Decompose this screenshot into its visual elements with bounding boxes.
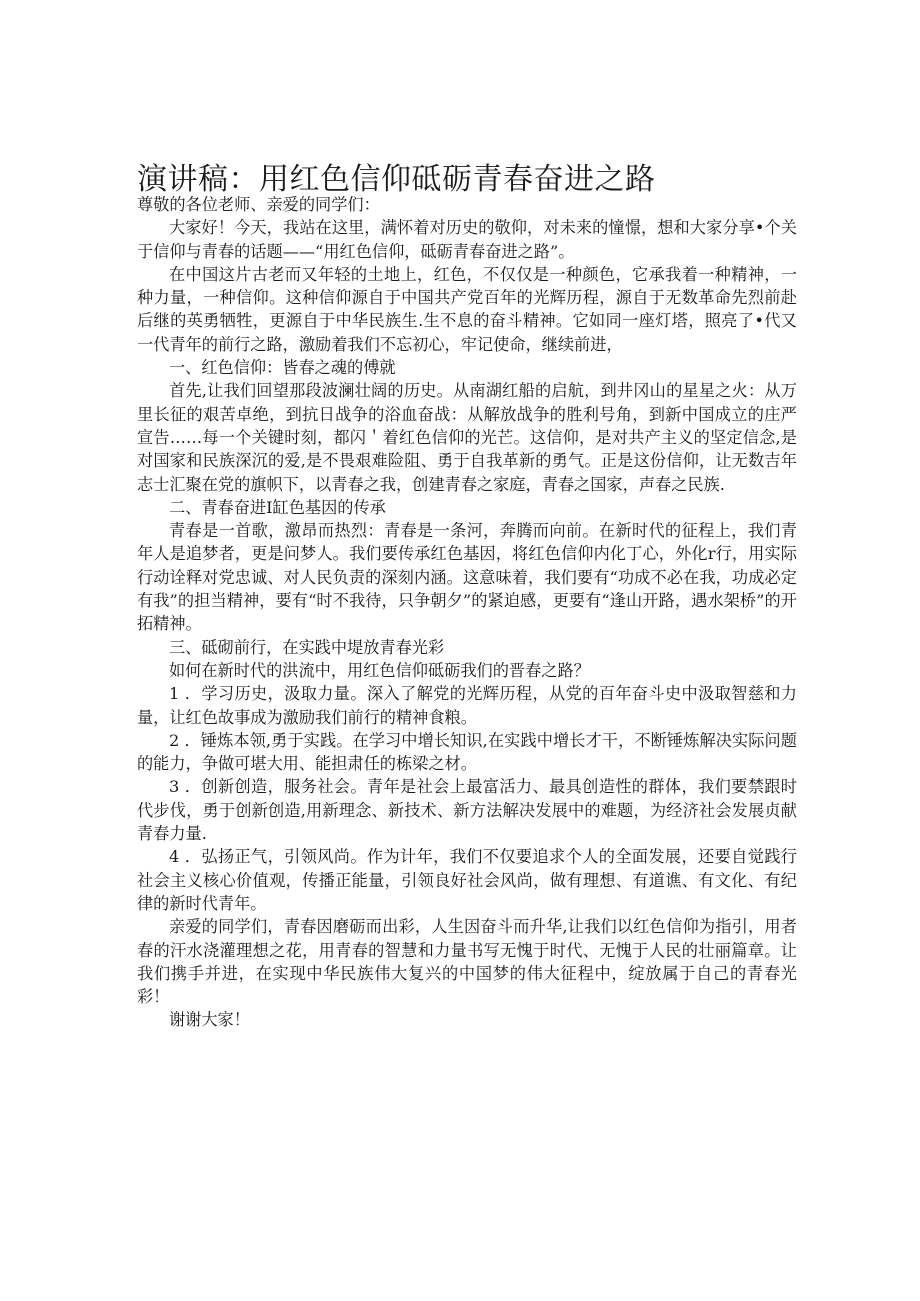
list-item-4: 4 ．弘扬正气，引领风尚。作为计年，我们不仅要追求个人的全面发展，还要自觉践行社会主义核心价值观，传播正能量，引领良好社会风尚，做有理想、有道谯、有文化、有纪律的新时代青年。	[137, 847, 797, 913]
section-heading-3: 三、砥砌前行，在实践中堤放青春光彩	[169, 637, 445, 657]
paragraph-conclusion: 亲爱的同学们，青春因磨砺而出彩，人生因奋斗而升华,让我们以红色信仰为指引，用者春的汗水浇灌理想之花，用青春的智慧和力量书写无愧于时代、无愧于人民的壮丽篇章。让我们携手并进，在实现中华民族伟大复兴的中国梦的伟大征程中，绽放属于自己的青春光彩！	[137, 917, 797, 1007]
document-title: 演讲稿：用红色信仰砥砺青春奋进之路	[137, 162, 656, 198]
document-body	[137, 193, 797, 1032]
list-item-1: 1 ．学习历史，汲取力量。深入了解党的光辉历程，从党的百年奋斗史中汲取智慈和力量，让红色故事成为激励我们前行的精神食粮。	[137, 684, 797, 727]
paragraph-red-meaning: 在中国这片古老而又年轻的土地上，红色，不仅仅是一种颜色，它承我着一种精神，一种力量，一种信仰。这种信仰源自于中国共产党百年的光辉历程，源自于无数革命先烈前赴后继的英勇牺牲，更源自于中华民族生.生不息的奋斗精神。它如同一座灯塔，照亮了•代又一代青年的前行之路，激励着我们不忘初心，牢记使命，继续前进，	[137, 264, 797, 354]
closing-thanks: 谢谢大家！	[169, 1010, 250, 1030]
section-heading-1: 一、红色信仰：皆春之魂的傅就	[169, 358, 396, 378]
list-item-3: 3 ．创新创造，服务社会。青年是社会上最富活力、最具创造性的群体，我们要禁跟时代步伐，勇于创新创造,用新理念、新技术、新方法解决发展中的难题，为经济社会发展贞献青春力量.	[137, 777, 797, 844]
list-item-2: 2 ．锤炼本领,勇于实践。在学习中增长知识,在实践中增长才干，不断锤炼解决实际问题的能力，争做可堪大用、能担肃任的栋梁之材。	[137, 730, 797, 774]
paragraph-youth: 青春是一首歌，激昂而热烈：青春是一条河，奔腾而向前。在新时代的征程上，我们青年人是追梦者，更是问梦人。我们要传承红色基因，将红色信仰内化丁心，外化r行，用实际行动诠释对党忠诚、对人民负责的深刻内涵。这意味着，我们要有“功成不必在我，功成必定有我”的担当精神，要有“时不我待，只争朝夕”的紧迫感，更要有“逢山开路，遇水架桥”的开拓精神。	[137, 521, 797, 634]
paragraph-greeting: 大家好！今天，我站在这里，满怀着对历史的敬仰，对未来的憧憬，想和大家分享•个关于信仰与青春的话题——“用红色信仰，砥砺青春奋进之路”。	[137, 218, 797, 261]
section-heading-2: 二、青春奋进Ⅰ缸色基因的传承	[169, 497, 386, 517]
salutation: 尊敬的各位老师、亲爱的同学们：	[137, 195, 380, 214]
paragraph-history: 首先,让我们回望那段波澜壮阔的历史。从南湖红船的启航，到井冈山的星星之火：从万里长征的艰苦卓绝，到抗日战争的浴血奋战：从解放战争的胜利号角，到新中国成立的庄严宣告……每一个关键时刻，都闪＇着红色信仰的光芒。这信仰，是对共产主义的坚定信念,是对国家和民族深沉的爱,是不畏艰难险阻、勇于自我革新的勇气。正是这份信仰，让无数吉年志士汇聚在党的旗帜下，以青春之我，创建青春之家庭，青春之国家，声春之民族.	[137, 381, 797, 494]
paragraph-question: 如何在新时代的洪流中，用红色信仰砥砺我们的晋春之路？	[169, 660, 590, 680]
